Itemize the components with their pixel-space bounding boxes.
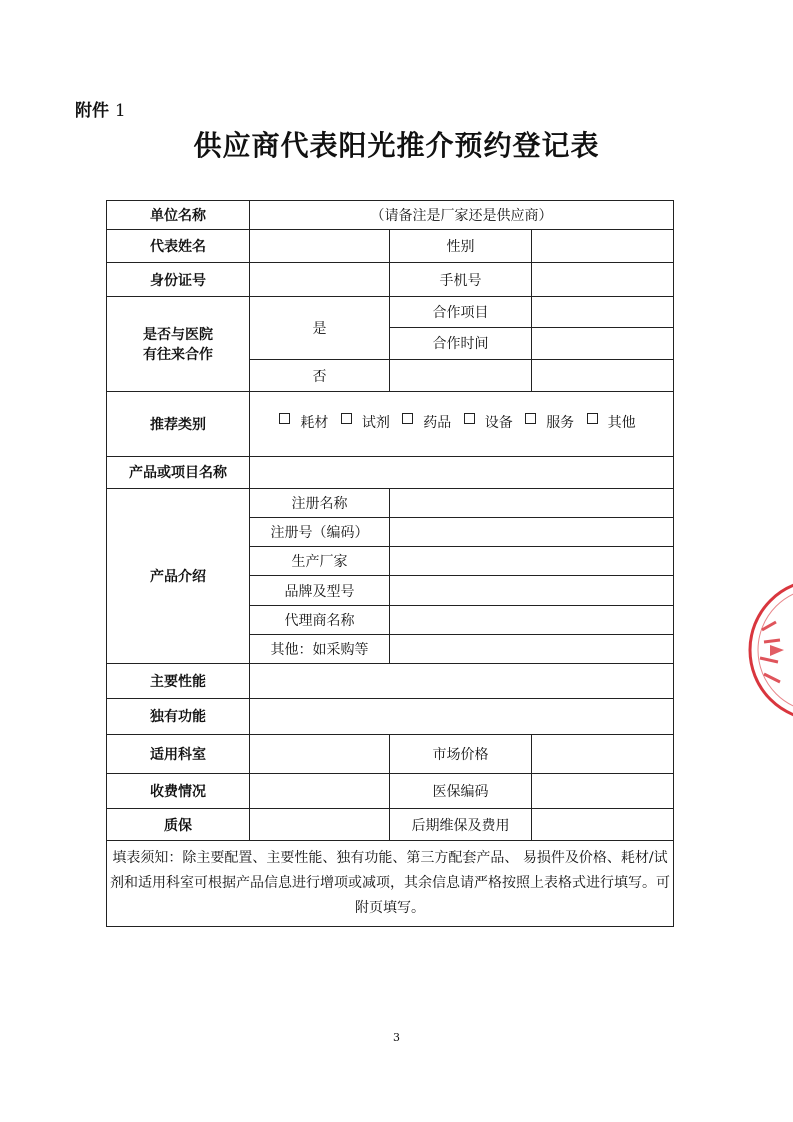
option-label: 设备 (484, 415, 513, 432)
category-option-reagents[interactable] (341, 415, 390, 431)
form-instructions: 填表须知：除主要配置、主要性能、独有功能、第三方配套产品、 易损件及价格、耗材/试剂和适用科室可根据产品信息进行增项或减项，其余信息请严格按照上表格式进行填写。可附页填写。 (107, 841, 674, 927)
phone-label: 手机号 (390, 263, 532, 296)
charging-label: 收费情况 (107, 773, 250, 808)
maintenance-label: 后期维保及费用 (390, 809, 532, 841)
product-intro-field-label: 其他：如采购等 (250, 634, 390, 663)
registration-table (106, 200, 674, 927)
checkbox-icon[interactable] (587, 413, 598, 424)
row-unit-name (107, 201, 674, 230)
checkbox-icon[interactable] (464, 413, 475, 424)
annex-label (75, 96, 126, 121)
insurance-code-label: 医保编码 (390, 773, 532, 808)
page-number: 3 (393, 1031, 400, 1044)
annex-number: 1 (114, 101, 126, 121)
market-price-field[interactable] (532, 734, 674, 773)
category-label: 推荐类别 (107, 392, 250, 456)
cooperation-project-label: 合作项目 (390, 296, 532, 327)
row-product-intro-1 (107, 488, 674, 517)
category-option-drugs[interactable] (402, 415, 451, 431)
department-field[interactable] (250, 734, 390, 773)
unit-name-label: 单位名称 (107, 201, 250, 230)
checkbox-icon[interactable] (525, 413, 536, 424)
product-name-field[interactable] (250, 456, 674, 488)
main-performance-field[interactable] (250, 664, 674, 699)
annex-text: 附件 (75, 101, 109, 121)
option-label: 服务 (546, 415, 575, 432)
cooperation-label (107, 296, 250, 392)
form-title: 供应商代表阳光推介预约登记表 (193, 129, 600, 162)
cooperation-no-field-b[interactable] (532, 360, 674, 392)
registration-number-field[interactable] (390, 518, 674, 547)
row-id-number (107, 263, 674, 296)
market-price-label: 市场价格 (390, 734, 532, 773)
product-intro-label: 产品介绍 (107, 488, 250, 663)
category-option-consumables[interactable] (279, 415, 328, 431)
cooperation-project-field[interactable] (532, 296, 674, 327)
row-category (107, 392, 674, 456)
cooperation-no-field-a[interactable] (390, 360, 532, 392)
insurance-code-field[interactable] (532, 773, 674, 808)
id-number-field[interactable] (250, 263, 390, 296)
other-info-field[interactable] (390, 634, 674, 663)
cooperation-time-label: 合作时间 (390, 327, 532, 359)
category-option-equipment[interactable] (464, 415, 513, 431)
row-charging (107, 773, 674, 808)
row-unique-function (107, 699, 674, 734)
row-warranty (107, 809, 674, 841)
warranty-field[interactable] (250, 809, 390, 841)
cooperation-yes-option[interactable]: 是 (250, 296, 390, 359)
row-product-name (107, 456, 674, 488)
product-intro-field-label: 注册号（编码） (250, 518, 390, 547)
gender-field[interactable] (532, 230, 674, 263)
category-option-other[interactable] (587, 415, 636, 431)
cooperation-no-option[interactable]: 否 (250, 360, 390, 392)
maintenance-field[interactable] (532, 809, 674, 841)
gender-label: 性别 (390, 230, 532, 263)
id-number-label: 身份证号 (107, 263, 250, 296)
cooperation-label-line2: 有往来合作 (143, 346, 213, 363)
checkbox-icon[interactable] (341, 413, 352, 424)
product-intro-field-label: 代理商名称 (250, 605, 390, 634)
category-option-services[interactable] (525, 415, 574, 431)
phone-field[interactable] (532, 263, 674, 296)
product-intro-field-label: 生产厂家 (250, 547, 390, 576)
checkbox-icon[interactable] (279, 413, 290, 424)
registration-name-field[interactable] (390, 488, 674, 517)
product-intro-field-label: 注册名称 (250, 488, 390, 517)
row-cooperation-project (107, 296, 674, 327)
row-rep-name (107, 230, 674, 263)
agent-name-field[interactable] (390, 605, 674, 634)
category-options (250, 392, 674, 456)
cooperation-label-line1: 是否与医院 (143, 326, 213, 343)
manufacturer-field[interactable] (390, 547, 674, 576)
unit-name-field[interactable]: （请备注是厂家还是供应商） (250, 201, 674, 230)
option-label: 药品 (423, 415, 452, 432)
unique-function-field[interactable] (250, 699, 674, 734)
option-label: 试剂 (361, 415, 390, 432)
option-label: 其他 (607, 415, 636, 432)
rep-name-label: 代表姓名 (107, 230, 250, 263)
department-label: 适用科室 (107, 734, 250, 773)
unique-function-label: 独有功能 (107, 699, 250, 734)
brand-model-field[interactable] (390, 576, 674, 605)
row-note (107, 841, 674, 927)
checkbox-icon[interactable] (402, 413, 413, 424)
product-name-label: 产品或项目名称 (107, 456, 250, 488)
product-intro-field-label: 品牌及型号 (250, 576, 390, 605)
row-department (107, 734, 674, 773)
rep-name-field[interactable] (250, 230, 390, 263)
red-seal-stamp (740, 570, 793, 730)
charging-field[interactable] (250, 773, 390, 808)
warranty-label: 质保 (107, 809, 250, 841)
option-label: 耗材 (300, 415, 329, 432)
row-main-performance (107, 664, 674, 699)
cooperation-time-field[interactable] (532, 327, 674, 359)
main-performance-label: 主要性能 (107, 664, 250, 699)
